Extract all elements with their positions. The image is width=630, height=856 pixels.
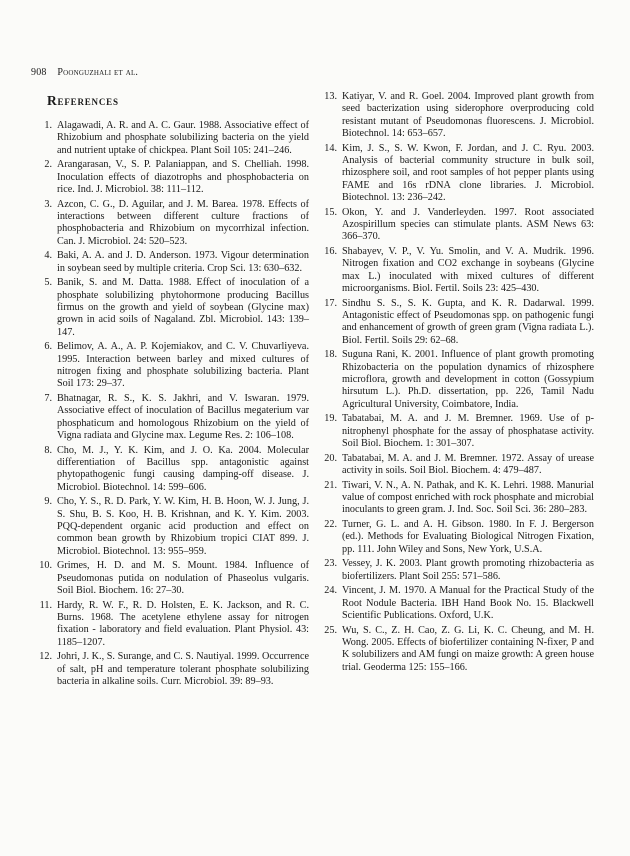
reference-item xyxy=(321,298,594,347)
reference-text: Hardy, R. W. F., R. D. Holsten, E. K. Jackson, and R. C. Burns. 1968. The acetylene ethylene assay for nitrogen fixation - laboratory and field evaluation. Plant Physiol. 43: 1185–1207. xyxy=(57,599,309,648)
reference-number: 1. xyxy=(44,120,52,131)
reference-item xyxy=(36,159,309,196)
reference-text: Arangarasan, V., S. P. Palaniappan, and S. Chelliah. 1998. Inoculation effects of diazotrophs and phosphobacteria on rice. Ind. J. Microbiol. 38: 111–112. xyxy=(57,159,309,196)
reference-text: Vessey, J. K. 2003. Plant growth promoting rhizobacteria as biofertilizers. Plant Soil 255: 571–586. xyxy=(342,558,594,582)
reference-text: Alagawadi, A. R. and A. C. Gaur. 1988. Associative effect of Rhizobium and phosphate solubilizing bacteria on the yield and nutrient uptake of chickpea. Plant Soil 105: 241–246. xyxy=(57,120,309,156)
reference-item xyxy=(36,341,309,390)
running-head xyxy=(31,67,138,78)
reference-text: Sindhu S. S., S. K. Gupta, and K. R. Dadarwal. 1999. Antagonistic effect of Pseudomonas spp. on pathogenic fungi and enhancement of growth of green gram (Vigna radiata L.). Biol. Fertil. Soils 29: 62–68. xyxy=(342,297,594,346)
reference-item xyxy=(321,246,594,295)
reference-number: 13. xyxy=(324,91,337,102)
reference-number: 24. xyxy=(324,585,337,597)
reference-text: Tabatabai, M. A. and J. M. Bremner. 1969. Use of p-nitrophenyl phosphate for the assay of phosphatase activity. Soil Biol. Biochem. 1: 301–307. xyxy=(342,413,594,450)
reference-text: Johri, J. K., S. Surange, and C. S. Nautiyal. 1999. Occurrence of salt, pH and temperature tolerant phosphate solubilizing bacteria in alkaline soils. Curr. Microbiol. 39: 89–93. xyxy=(57,651,309,688)
reference-number: 5. xyxy=(44,277,52,289)
reference-item xyxy=(36,250,309,275)
reference-number: 2. xyxy=(44,159,52,171)
reference-item xyxy=(321,143,594,205)
reference-item xyxy=(321,519,594,556)
reference-number: 3. xyxy=(44,198,52,210)
reference-number: 7. xyxy=(44,393,52,404)
reference-number: 14. xyxy=(324,142,337,154)
reference-text: Shabayev, V. P., V. Yu. Smolin, and V. A. Mudrik. 1996. Nitrogen fixation and CO2 exchange in soybeans (Glycine max L.) inoculated with mixed cultures of different microorganisms. Biol. Fertil. Soils 23: 425–430. xyxy=(342,246,594,295)
reference-text: Azcon, C. G., D. Aguilar, and J. M. Barea. 1978. Effects of interactions between different culture fractions of phosphobacteria and Rhizobium on mycorrhizal infection. Can. J. Microbiol. 24: 520–523. xyxy=(57,198,309,247)
reference-number: 19. xyxy=(324,413,337,425)
reference-text: Tabatabai, M. A. and J. M. Bremner. 1972. Assay of urease activity in soils. Soil Biol. Biochem. 4: 479–487. xyxy=(342,452,594,477)
reference-number: 23. xyxy=(324,558,337,570)
reference-number: 10. xyxy=(39,560,52,572)
reference-number: 20. xyxy=(324,452,337,464)
running-head-author: Poonguzhali et al. xyxy=(57,67,139,78)
reference-number: 17. xyxy=(324,297,337,309)
reference-item xyxy=(321,480,594,517)
reference-text: Wu, S. C., Z. H. Cao, Z. G. Li, K. C. Cheung, and M. H. Wong. 2005. Effects of biofertilizer containing N-fixer, P and K solubilizers and AM fungi on maize growth: A green house trial. Geoderma 125: 155–166. xyxy=(342,624,594,673)
reference-text: Katiyar, V. and R. Goel. 2004. Improved plant growth from seed bacterization using siderophore overproducing cold resistant mutant of Pseudomonas fluorescens. J. Microbiol. Biotechnol. 14: 653–657. xyxy=(342,91,594,140)
reference-text: Grimes, H. D. and M. S. Mount. 1984. Influence of Pseudomonas putida on nodulation of Phaseolus vulgaris. Soil Biol. Biochem. 16: 27–30. xyxy=(57,560,309,597)
reference-text: Cho, Y. S., R. D. Park, Y. W. Kim, H. B. Hoon, W. J. Jung, J. S. Shu, B. S. Koo, H. B. Krishnan, and K. Y. Kim. 2003. PQQ-dependent organic acid production and effect on common bean growth by Rhizobium tropici CIAT 899. J. Microbiol. Biotechnol. 13: 955–959. xyxy=(57,496,309,557)
reference-text: Tiwari, V. N., A. N. Pathak, and K. K. Lehri. 1988. Manurial value of compost enriched with rock phosphate and microbial inoculants to green gram. J. Ind. Soc. Soil Sci. 36: 280–283. xyxy=(342,479,594,516)
reference-item xyxy=(321,349,594,411)
reference-text: Kim, J. S., S. W. Kwon, F. Jordan, and J. C. Ryu. 2003. Analysis of bacterial community structure in bulk soil, rhizosphere soil, and root samples of hot pepper plants using FAME and 16s rDNA clone libraries. J. Microbiol. Biotechnol. 13: 236–242. xyxy=(342,142,594,204)
reference-number: 21. xyxy=(324,479,337,491)
reference-text: Okon, Y. and J. Vanderleyden. 1997. Root associated Azospirillum species can stimulate plants. ASM News 63: 366–370. xyxy=(342,206,594,243)
reference-item xyxy=(36,560,309,597)
reference-item xyxy=(36,199,309,248)
section-title: References xyxy=(47,93,119,108)
reference-item xyxy=(36,277,309,339)
reference-text: Suguna Rani, K. 2001. Influence of plant growth promoting Rhizobacteria on the population dynamics of rhizosphere microflora, growth and development in cotton (Gossypium hirsutum L.). Ph.D. dissertation, pp. 226, Tamil Nadu Agricultural University, Coimbatore, India. xyxy=(342,349,594,410)
reference-text: Belimov, A. A., A. P. Kojemiakov, and C. V. Chuvarliyeva. 1995. Interaction between barley and mixed cultures of nitrogen fixing and phosphate solubilizing bacteria. Plant Soil 173: 29–37. xyxy=(57,341,309,390)
reference-text: Turner, G. L. and A. H. Gibson. 1980. In F. J. Bergerson (ed.). Methods for Evaluating Biological Nitrogen Fixation, pp. 111. John Wiley and Sons, New York, U.S.A. xyxy=(342,519,594,555)
references-right-column xyxy=(321,91,594,676)
reference-item xyxy=(321,558,594,583)
reference-number: 8. xyxy=(44,444,52,456)
reference-item xyxy=(321,625,594,674)
reference-item xyxy=(36,651,309,688)
reference-item xyxy=(321,413,594,450)
reference-number: 6. xyxy=(44,341,52,353)
reference-number: 15. xyxy=(324,206,337,218)
reference-number: 18. xyxy=(324,349,337,361)
reference-item xyxy=(36,393,309,442)
reference-item xyxy=(36,120,309,157)
reference-text: Banik, S. and M. Datta. 1988. Effect of inoculation of a phosphate solubilizing phytohormone producing Bacillus firmus on the growth and yield of soybean (Glycine max) grown in acid soils of Nagaland. Zbl. Microbiol. 143: 139–147. xyxy=(57,277,309,338)
reference-item xyxy=(36,600,309,649)
reference-item xyxy=(321,91,594,140)
reference-number: 22. xyxy=(324,519,337,531)
reference-item xyxy=(321,207,594,244)
reference-number: 16. xyxy=(324,246,337,258)
reference-item xyxy=(321,585,594,622)
references-left-column xyxy=(36,120,309,691)
reference-number: 12. xyxy=(39,651,52,663)
reference-text: Baki, A. A. and J. D. Anderson. 1973. Vigour determination in soybean seed by multiple criteria. Crop Sci. 13: 630–632. xyxy=(57,250,309,274)
reference-text: Vincent, J. M. 1970. A Manual for the Practical Study of the Root Nodule Bacteria. IBH Hand Book No. 15. Blackwell Scientific Publications. Oxford, U.K. xyxy=(342,585,594,622)
reference-number: 11. xyxy=(39,599,52,611)
reference-item xyxy=(36,445,309,494)
reference-number: 4. xyxy=(44,250,52,262)
reference-text: Bhatnagar, R. S., K. S. Jakhri, and V. Iswaran. 1979. Associative effect of inoculation of Bacillus megaterium var phosphaticum and homologous Rhizobium on the yield of Vigna radiata and Glycine max. Legume Res. 2: 106–108. xyxy=(57,393,309,442)
page-number: 908 xyxy=(31,67,47,78)
reference-number: 25. xyxy=(324,624,337,636)
reference-number: 9. xyxy=(44,496,52,508)
reference-text: Cho, M. J., Y. K. Kim, and J. O. Ka. 2004. Molecular differentiation of Bacillus spp. antagonistic against phytopathogenic fungi causing damping-off disease. J. Microbiol. Biotechnol. 14: 599–606. xyxy=(57,444,309,493)
reference-item xyxy=(321,453,594,478)
reference-item xyxy=(36,496,309,558)
